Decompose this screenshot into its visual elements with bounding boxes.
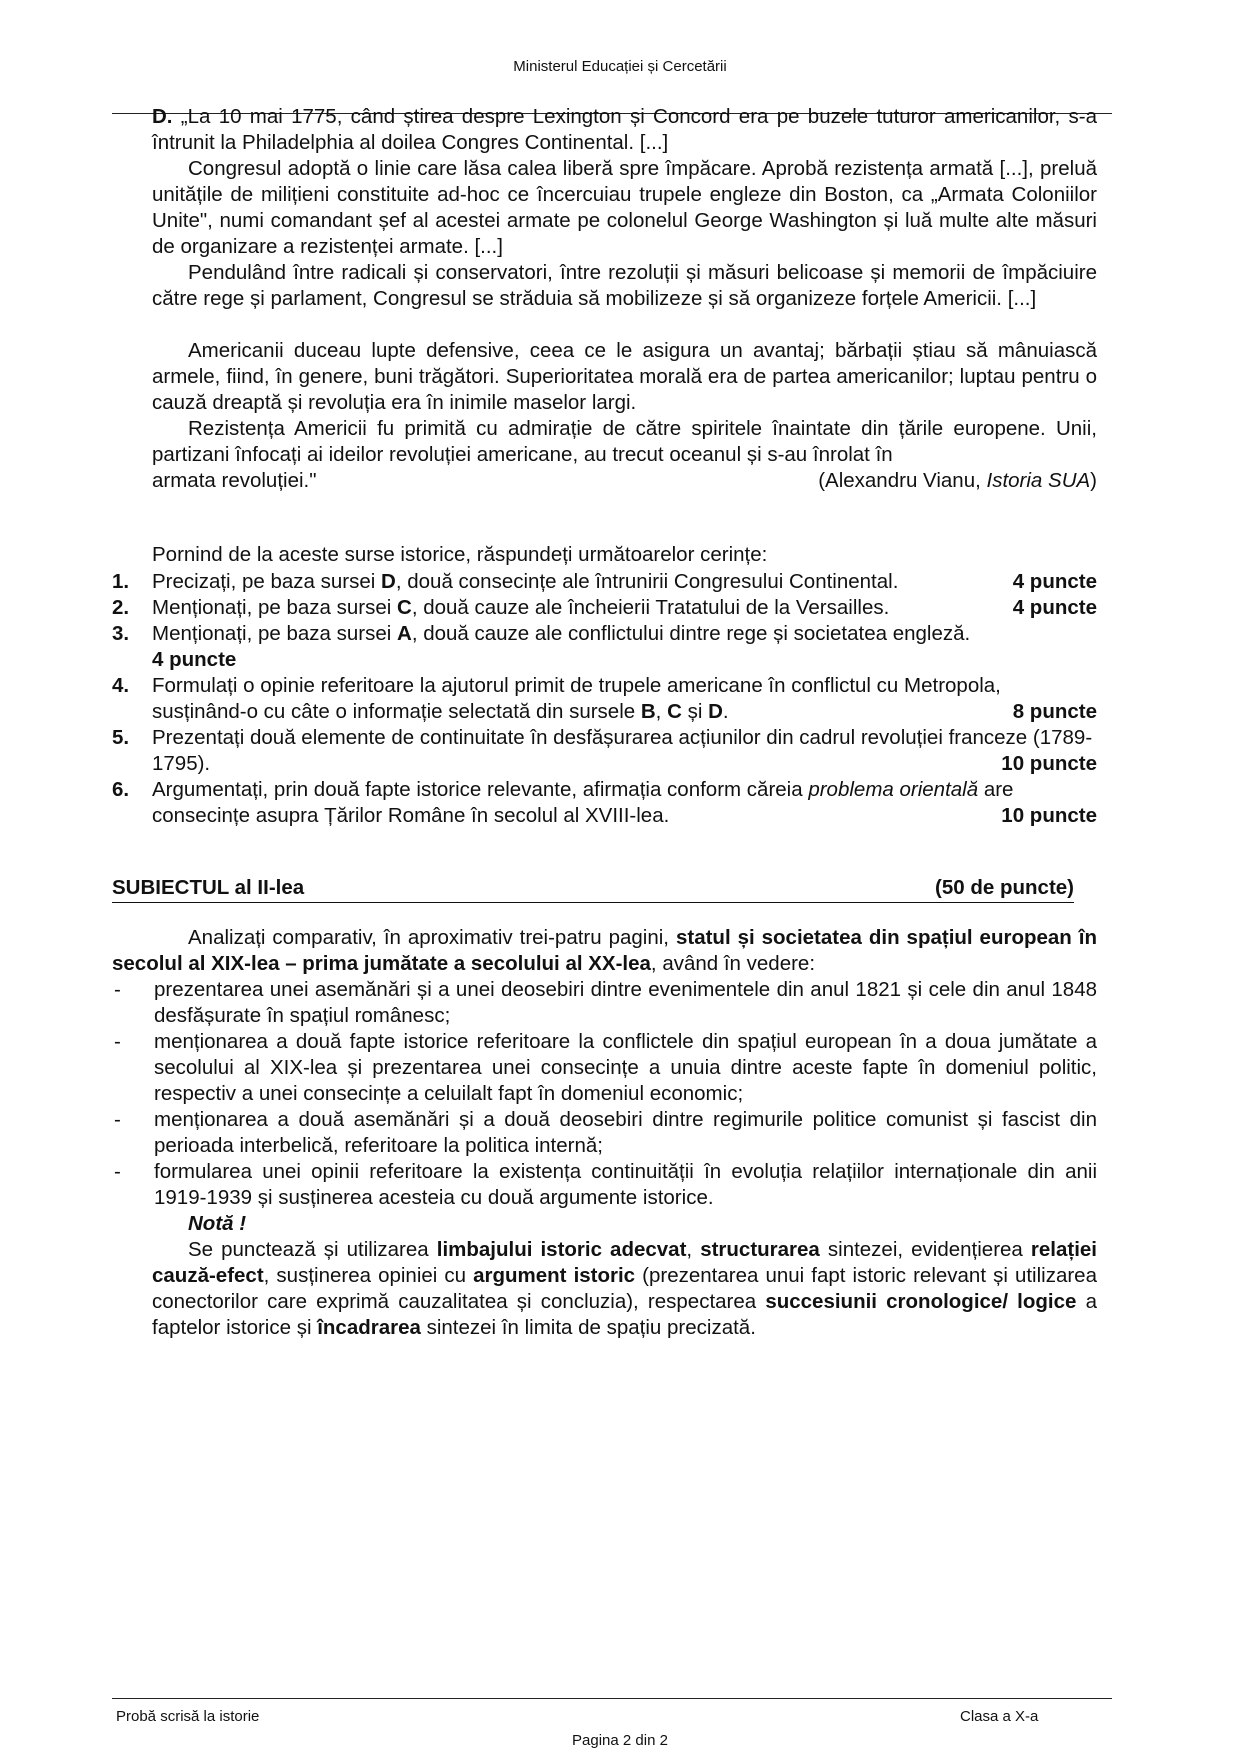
footer-divider: [112, 1698, 1112, 1699]
footer-class: Clasa a X-a: [960, 1708, 1039, 1725]
bullet-item: [112, 1159, 1097, 1211]
source-d-paragraph-5: Rezistența Americii fu primită cu admirație de către spiritele înaintate din țările europene. Unii, partizani înfocați ai ideilor revoluției americane, au trecut oceanul și s-au înrolat în: [152, 417, 1097, 466]
task-number: 1.: [112, 570, 130, 593]
bullet-text: menționarea a două fapte istorice referitoare la conflictele din spațiul european în a doua jumătate a secolului al XIX-lea și prezentarea unei consecințe a unuia dintre aceste fapte în domeniul politic, respectiv a unei consecințe a celuilalt fapt în domeniul economic;: [154, 1030, 1097, 1105]
task-3: [112, 621, 1097, 673]
bullet-text: menționarea a două asemănări și a două deosebiri dintre regimurile politice comunist și fascist din perioada interbelică, referitoare la politica internă;: [154, 1108, 1097, 1157]
source-d-last-line: [152, 468, 1097, 494]
task-number: 3.: [112, 622, 130, 645]
source-d-paragraph-2: Congresul adoptă o linie care lăsa calea liberă spre împăcare. Aprobă rezistența armată [...], preluă unitățile de milițieni constituite ad-hoc ce încercuiau trupele engleze din Boston, ca „Armata Coloniilor Unite", numi comandant șef al acestei armate pe colonelul George Washington și luă multe alte măsuri de organizare a rezistenței armate. [...]: [152, 157, 1097, 258]
task-2: [112, 595, 1097, 621]
task-text: Argumentați, prin două fapte istorice relevante, afirmația conform căreia problema orientală are consecințe asupra Țărilor Române în secolul al XVIII-lea. 10 puncte: [152, 778, 1097, 827]
source-d-paragraph-4: Americanii duceau lupte defensive, ceea ce le asigura un avantaj; bărbații știau să mânuiască armele, fiind, în genere, buni trăgători. Superioritatea morală era de partea americanilor; luptau pentru o cauză dreaptă și revoluția era în inimile maselor largi.: [152, 339, 1097, 414]
task-text: Menționați, pe baza sursei C, două cauze ale încheierii Tratatului de la Versailles. 4 puncte: [152, 596, 1097, 619]
task-text: Prezentați două elemente de continuitate în desfășurarea acțiunilor din cadrul revoluției franceze (1789-1795). 10 puncte: [152, 726, 1097, 775]
task-number: 6.: [112, 778, 130, 801]
section-2-title: SUBIECTUL al II-lea: [112, 876, 305, 899]
bullet-item: [112, 977, 1097, 1029]
task-number: 4.: [112, 674, 130, 697]
footer-exam: Probă scrisă la istorie: [116, 1708, 260, 1725]
task-points: 4 puncte: [1012, 596, 1097, 619]
source-d-paragraph-3: Pendulând între radicali și conservatori, între rezoluții și măsuri belicoase și memorii de împăciuire către rege și parlament, Congresul se străduia să mobilizeze și să organizeze forțele Americii. [...]: [152, 261, 1097, 310]
note-title: Notă !: [188, 1212, 247, 1235]
source-citation: [818, 468, 1097, 494]
citation-author: (Alexandru Vianu,: [818, 469, 987, 492]
task-points: 4 puncte: [1012, 570, 1097, 593]
task-text: Menționați, pe baza sursei A, două cauze ale conflictului dintre rege și societatea engleză. 4 puncte: [152, 622, 971, 671]
note-text: Se punctează și utilizarea limbajului istoric adecvat, structurarea sintezei, evidențierea relației cauză-efect, susținerea opiniei cu argument istoric (prezentarea unui fapt istoric relevant și utilizarea conectorilor care exprimă cauzalitatea și concluzia), respectarea succesiunii cronologice/ logice a faptelor istorice și încadrarea sintezei în limita de spațiu precizată.: [152, 1238, 1097, 1339]
section-2-intro: Analizați comparativ, în aproximativ trei-patru pagini, statul și societatea din spațiul european în secolul al XIX-lea – prima jumătate a secolului al XX-lea, având în vedere:: [112, 926, 1097, 975]
bullet-text: formularea unei opinii referitoare la existența continuității în evoluția relațiilor internaționale din anii 1919-1939 și susținerea acesteia cu două argumente istorice.: [154, 1160, 1097, 1209]
task-points: 4 puncte: [152, 648, 237, 671]
bullet-item: [112, 1029, 1097, 1107]
task-1: [112, 569, 1097, 595]
source-d-paragraph-1: [152, 104, 1097, 156]
section-2-points: (50 de puncte): [935, 876, 1074, 899]
citation-title: Istoria SUA: [986, 469, 1091, 492]
citation-close: ): [1090, 469, 1097, 492]
section-2-heading: [112, 874, 1074, 903]
source-d-last-text: armata revoluției.": [152, 469, 317, 492]
source-d-label: D.: [152, 105, 173, 128]
bullet-dash: -: [114, 1160, 121, 1183]
task-6: [112, 777, 1097, 829]
source-d-text-1: „La 10 mai 1775, când știrea despre Lexington și Concord era pe buzele tuturor americanilor, s-a întrunit la Philadelphia al doilea Congres Continental. [...]: [152, 105, 1097, 154]
bullet-dash: -: [114, 978, 121, 1001]
task-points: 8 puncte: [1012, 700, 1097, 723]
bullet-text: prezentarea unei asemănări și a unei deosebiri dintre evenimentele din anul 1821 și cele din anul 1848 desfășurate în spațiul românesc;: [154, 978, 1097, 1027]
instructions-intro: Pornind de la aceste surse istorice, răspundeți următoarelor cerințe:: [152, 543, 768, 566]
task-text: Formulați o opinie referitoare la ajutorul primit de trupele americane în conflictul cu Metropola, susținând-o cu câte o informație selectată din sursele B, C și D. 8 puncte: [152, 674, 1097, 723]
task-number: 5.: [112, 726, 130, 749]
bullet-item: [112, 1107, 1097, 1159]
bullet-dash: -: [114, 1030, 121, 1053]
task-text: Precizați, pe baza sursei D, două consecințe ale întrunirii Congresului Continental. 4 puncte: [152, 570, 1097, 593]
task-points: 10 puncte: [1001, 752, 1097, 775]
task-5: [112, 725, 1097, 777]
task-4: [112, 673, 1097, 725]
bullet-dash: -: [114, 1108, 121, 1131]
page-header: Ministerul Educației și Cercetării: [513, 58, 727, 75]
task-points: 10 puncte: [1001, 804, 1097, 827]
section-2-body: [112, 925, 1097, 1341]
task-number: 2.: [112, 596, 130, 619]
page-number: Pagina 2 din 2: [572, 1732, 668, 1749]
task-list: [112, 569, 1097, 829]
